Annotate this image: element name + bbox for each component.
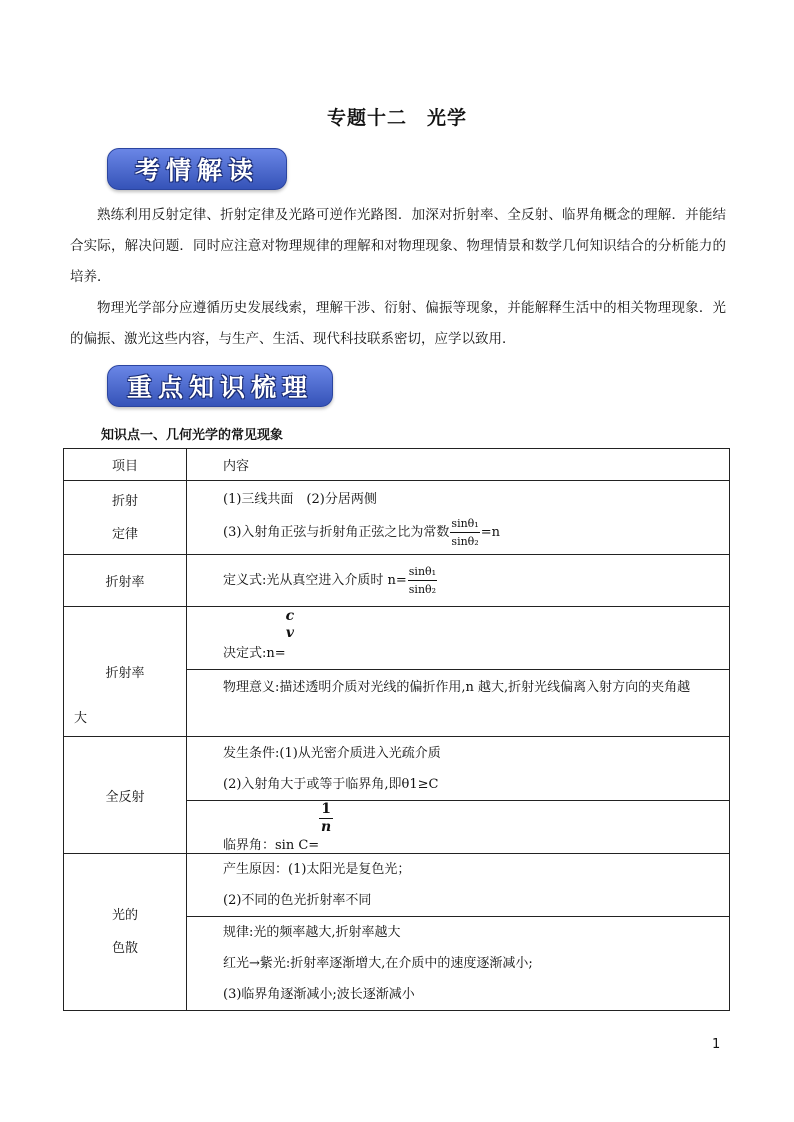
header-col-item: 项目: [64, 449, 187, 481]
row-label-line: 定律: [111, 526, 138, 542]
content-line: 红光→紫光:折射率逐渐增大,在介质中的速度逐渐减小;: [223, 956, 533, 971]
formula-text: (3)入射角正弦与折射角正弦之比为常数: [223, 525, 450, 540]
banner-knowledge: [107, 365, 333, 407]
row-content-critical-angle: [187, 801, 730, 854]
content-line: (1)三线共面 (2)分居两侧: [223, 492, 377, 507]
row-content-dispersion-rule: [187, 917, 730, 1011]
table-row: [64, 607, 730, 670]
header-col-content: 内容: [187, 449, 730, 481]
fraction-denominator: n: [320, 819, 332, 835]
paragraph-1: 熟练利用反射定律、折射定律及光路可逆作光路图．加深对折射率、全反射、临界角概念的理解．并能结合实际，解决问题．同时应注意对物理规律的理解和对物理现象、物理情景和数学几何知识结合的分析能力的培养．: [70, 207, 726, 285]
table-row: [64, 481, 730, 555]
row-label-line: 色散: [111, 941, 138, 956]
content-line: [187, 801, 729, 853]
fraction-denominator: v: [285, 625, 294, 641]
content-line: [187, 608, 729, 668]
document-title: 专题十二 光学: [326, 107, 467, 129]
paragraph-2: 物理光学部分应遵循历史发展线索，理解干涉、衍射、偏振等现象，并能解释生活中的相关物理现象．光的偏振、激光这些内容，与生产、生活、现代科技联系密切，应学以致用．: [70, 300, 726, 347]
section-heading: 知识点一、几何光学的常见现象: [101, 428, 284, 443]
banner-interpretation: [107, 148, 287, 190]
content-line: 发生条件:(1)从光密介质进入光疏介质: [223, 745, 441, 761]
fraction-numerator: sinθ₁: [450, 515, 479, 533]
fraction-numerator: 1: [321, 801, 331, 817]
row-label-line: 光的: [111, 908, 138, 923]
content-line: [187, 515, 729, 551]
index-fraction: [408, 563, 437, 598]
one-over-n-fraction: [319, 801, 333, 836]
fraction-numerator: c: [285, 608, 295, 624]
row-label-refraction-law: [64, 481, 187, 555]
table-row: [64, 854, 730, 917]
row-label-total-reflection: 全反射: [64, 737, 187, 854]
row-label-dispersion: [64, 854, 187, 1011]
row-content-refractive-index-det: [187, 607, 730, 670]
row-content-total-reflection-condition: [187, 737, 730, 801]
content-line: 大: [74, 711, 88, 726]
table-row: [64, 737, 730, 801]
table-header-row: [64, 449, 730, 481]
content-line: [187, 556, 729, 606]
content-line: 产生原因：(1)太阳光是复色光；: [223, 862, 411, 877]
c-over-v-fraction: [286, 608, 295, 642]
formula-text: 临界角：sin C=: [223, 838, 320, 853]
row-label-refractive-index-det: 折射率: [64, 607, 187, 737]
banner-knowledge-label: 重点知识梳理: [126, 373, 313, 402]
table-row: [64, 555, 730, 607]
row-content-dispersion-cause: [187, 854, 730, 917]
content-line: (2)入射角大于或等于临界角,即θ1≥C: [223, 776, 439, 792]
knowledge-table: [63, 448, 730, 1011]
content-line: (2)不同的色光折射率不同: [223, 893, 372, 908]
content-line: 规律:光的频率越大,折射率越大: [223, 925, 401, 940]
banner-interpretation-label: 考情解读: [134, 156, 259, 185]
fraction-denominator: sinθ₂: [408, 582, 437, 596]
content-line: 物理意义:描述透明介质对光线的偏折作用,n 越大,折射光线偏离入射方向的夹角越: [223, 680, 691, 695]
fraction-numerator: sinθ₁: [408, 563, 437, 581]
row-content-refraction-law: [187, 481, 730, 555]
content-line: (3)临界角逐渐减小;波长逐渐减小: [223, 987, 415, 1002]
formula-text: =n: [480, 525, 500, 540]
snell-fraction: [450, 515, 479, 550]
row-label-line: 折射: [111, 493, 138, 509]
formula-text: 决定式:n=: [223, 646, 286, 661]
formula-text: 定义式:光从真空进入介质时 n=: [223, 572, 407, 588]
page-number: 1: [712, 1037, 721, 1052]
row-label-refractive-index-def: 折射率: [64, 555, 187, 607]
fraction-denominator: sinθ₂: [451, 535, 479, 548]
row-content-refractive-index-def: [187, 555, 730, 607]
